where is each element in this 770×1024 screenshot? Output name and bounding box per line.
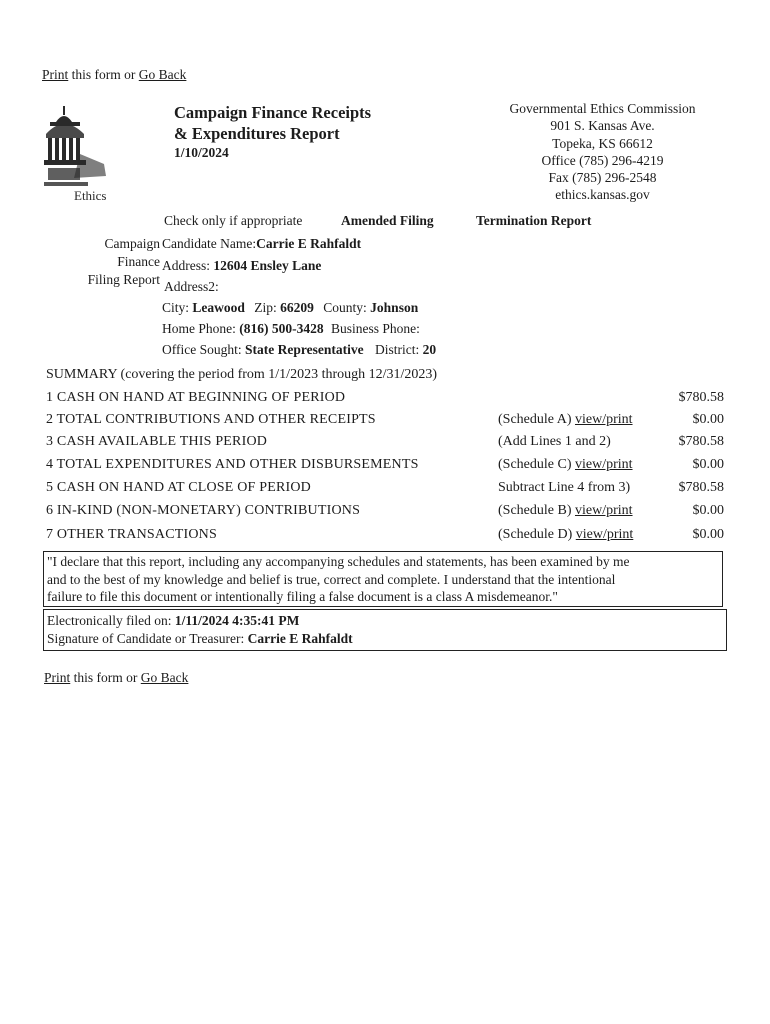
summary-row-schedule: (Add Lines 1 and 2) [498,434,611,449]
view-print-link[interactable]: view/print [574,412,633,427]
view-print-link[interactable]: view/print [574,457,633,472]
summary-row-label: 6 IN-KIND (NON-MONETARY) CONTRIBUTIONS [46,503,361,518]
summary-row [46,434,726,457]
signature-value: Carrie E Rahfaldt [247,630,353,646]
summary-row-label: 7 OTHER TRANSACTIONS [46,527,217,542]
summary-row-schedule: (Schedule C) view/print [498,457,633,472]
go-back-link-bottom[interactable]: Go Back [140,670,189,685]
filed-on-value: 1/11/2024 4:35:41 PM [174,613,300,628]
ethics-seal-logo [44,104,124,204]
agency-fax: Fax (785) 296-2548 [548,170,657,186]
summary-row-label: 1 CASH ON HAND AT BEGINNING OF PERIOD [46,390,346,405]
county-value: Johnson [370,300,419,315]
agency-street: 901 S. Kansas Ave. [550,118,655,134]
summary-row [46,390,726,413]
district-value: 20 [422,342,437,357]
seal-text: Ethics [74,188,107,203]
summary-row-schedule: Subtract Line 4 from 3) [498,480,631,495]
signature-line: Signature of Candidate or Treasurer: Carrie E Rahfaldt [47,630,353,646]
declaration-line-3: failure to file this document or intentionally filing a false document is a class A misdemeanor." [47,589,558,604]
report-date: 1/10/2024 [174,145,229,160]
amended-filing: Amended Filing [341,213,434,228]
agency-address-block [470,100,735,204]
summary-row-label: 4 TOTAL EXPENDITURES AND OTHER DISBURSEMENTS [46,457,419,472]
termination-report: Termination Report [476,213,592,228]
declaration-line-2: and to the best of my knowledge and belief is true, correct and complete. I understand that the intentional [47,571,616,587]
declaration-box [43,551,723,607]
side-label-campaign: Campaign [104,236,160,251]
check-text: Check only if appropriate [164,213,303,228]
declaration-line-1: "I declare that this report, including any accompanying schedules and statements, has been examined by me [47,554,630,569]
report-title: Campaign Finance Receipts & Expenditures Report [174,103,372,143]
summary-row [46,480,726,503]
summary-row-amount: $0.00 [692,503,724,518]
summary-row-label: 2 TOTAL CONTRIBUTIONS AND OTHER RECEIPTS [46,412,376,427]
address-value: 12604 Ensley Lane [213,258,322,273]
summary-row-schedule: (Schedule B) view/print [498,503,633,518]
zip-value: 66209 [280,300,314,315]
office-line: Office Sought: State Representative District: 20 [162,342,437,357]
side-label-filing-report: Filing Report [87,272,160,287]
summary-row-amount: $780.58 [678,434,724,449]
address2-line: Address2: [164,279,219,294]
summary-row [46,457,726,480]
print-link[interactable]: Print [42,67,69,82]
agency-city: Topeka, KS 66612 [552,135,653,151]
summary-row-amount: $0.00 [692,412,724,427]
agency-name: Governmental Ethics Commission [509,101,696,116]
summary-row-amount: $780.58 [678,390,724,405]
view-print-link[interactable]: view/print [574,503,633,518]
summary-row-schedule: (Schedule A) view/print [498,412,633,427]
go-back-link[interactable]: Go Back [138,67,187,82]
agency-office-phone: Office (785) 296-4219 [541,152,664,168]
phone-line: Home Phone: (816) 500-3428 Business Phone: [162,321,420,336]
summary-row [46,527,726,550]
city-line: City: Leawood Zip: 66209 County: Johnson [162,300,419,315]
view-print-link[interactable]: view/print [575,527,634,542]
home-phone-value: (816) 500-3428 [239,321,324,336]
top-nav [42,67,186,83]
summary-row-label: 5 CASH ON HAND AT CLOSE OF PERIOD [46,480,311,495]
candidate-name-line: Candidate Name:Carrie E Rahfaldt [162,236,362,251]
summary-row-amount: $0.00 [692,457,724,472]
nav-text: this form or [68,67,139,82]
office-value: State Representative [245,342,364,357]
agency-website: ethics.kansas.gov [555,187,650,203]
summary-row-schedule: (Schedule D) view/print [498,527,634,542]
filed-on-line: Electronically filed on: 1/11/2024 4:35:41 PM [47,613,300,628]
summary-row-label: 3 CASH AVAILABLE THIS PERIOD [46,434,268,449]
signature-box [43,609,727,651]
bottom-nav [44,670,188,686]
summary-row [46,503,726,526]
side-label-finance: Finance [117,254,160,269]
summary-heading: SUMMARY (covering the period from 1/1/2023 through 12/31/2023) [46,367,438,382]
summary-row-amount: $780.58 [678,480,724,495]
nav-text-bottom: this form or [70,670,141,685]
print-link-bottom[interactable]: Print [44,670,71,685]
summary-row [46,412,726,435]
candidate-name: Carrie E Rahfaldt [256,236,362,251]
summary-row-amount: $0.00 [692,527,724,542]
city-value: Leawood [192,300,245,315]
address-line: Address: 12604 Ensley Lane [162,258,322,273]
